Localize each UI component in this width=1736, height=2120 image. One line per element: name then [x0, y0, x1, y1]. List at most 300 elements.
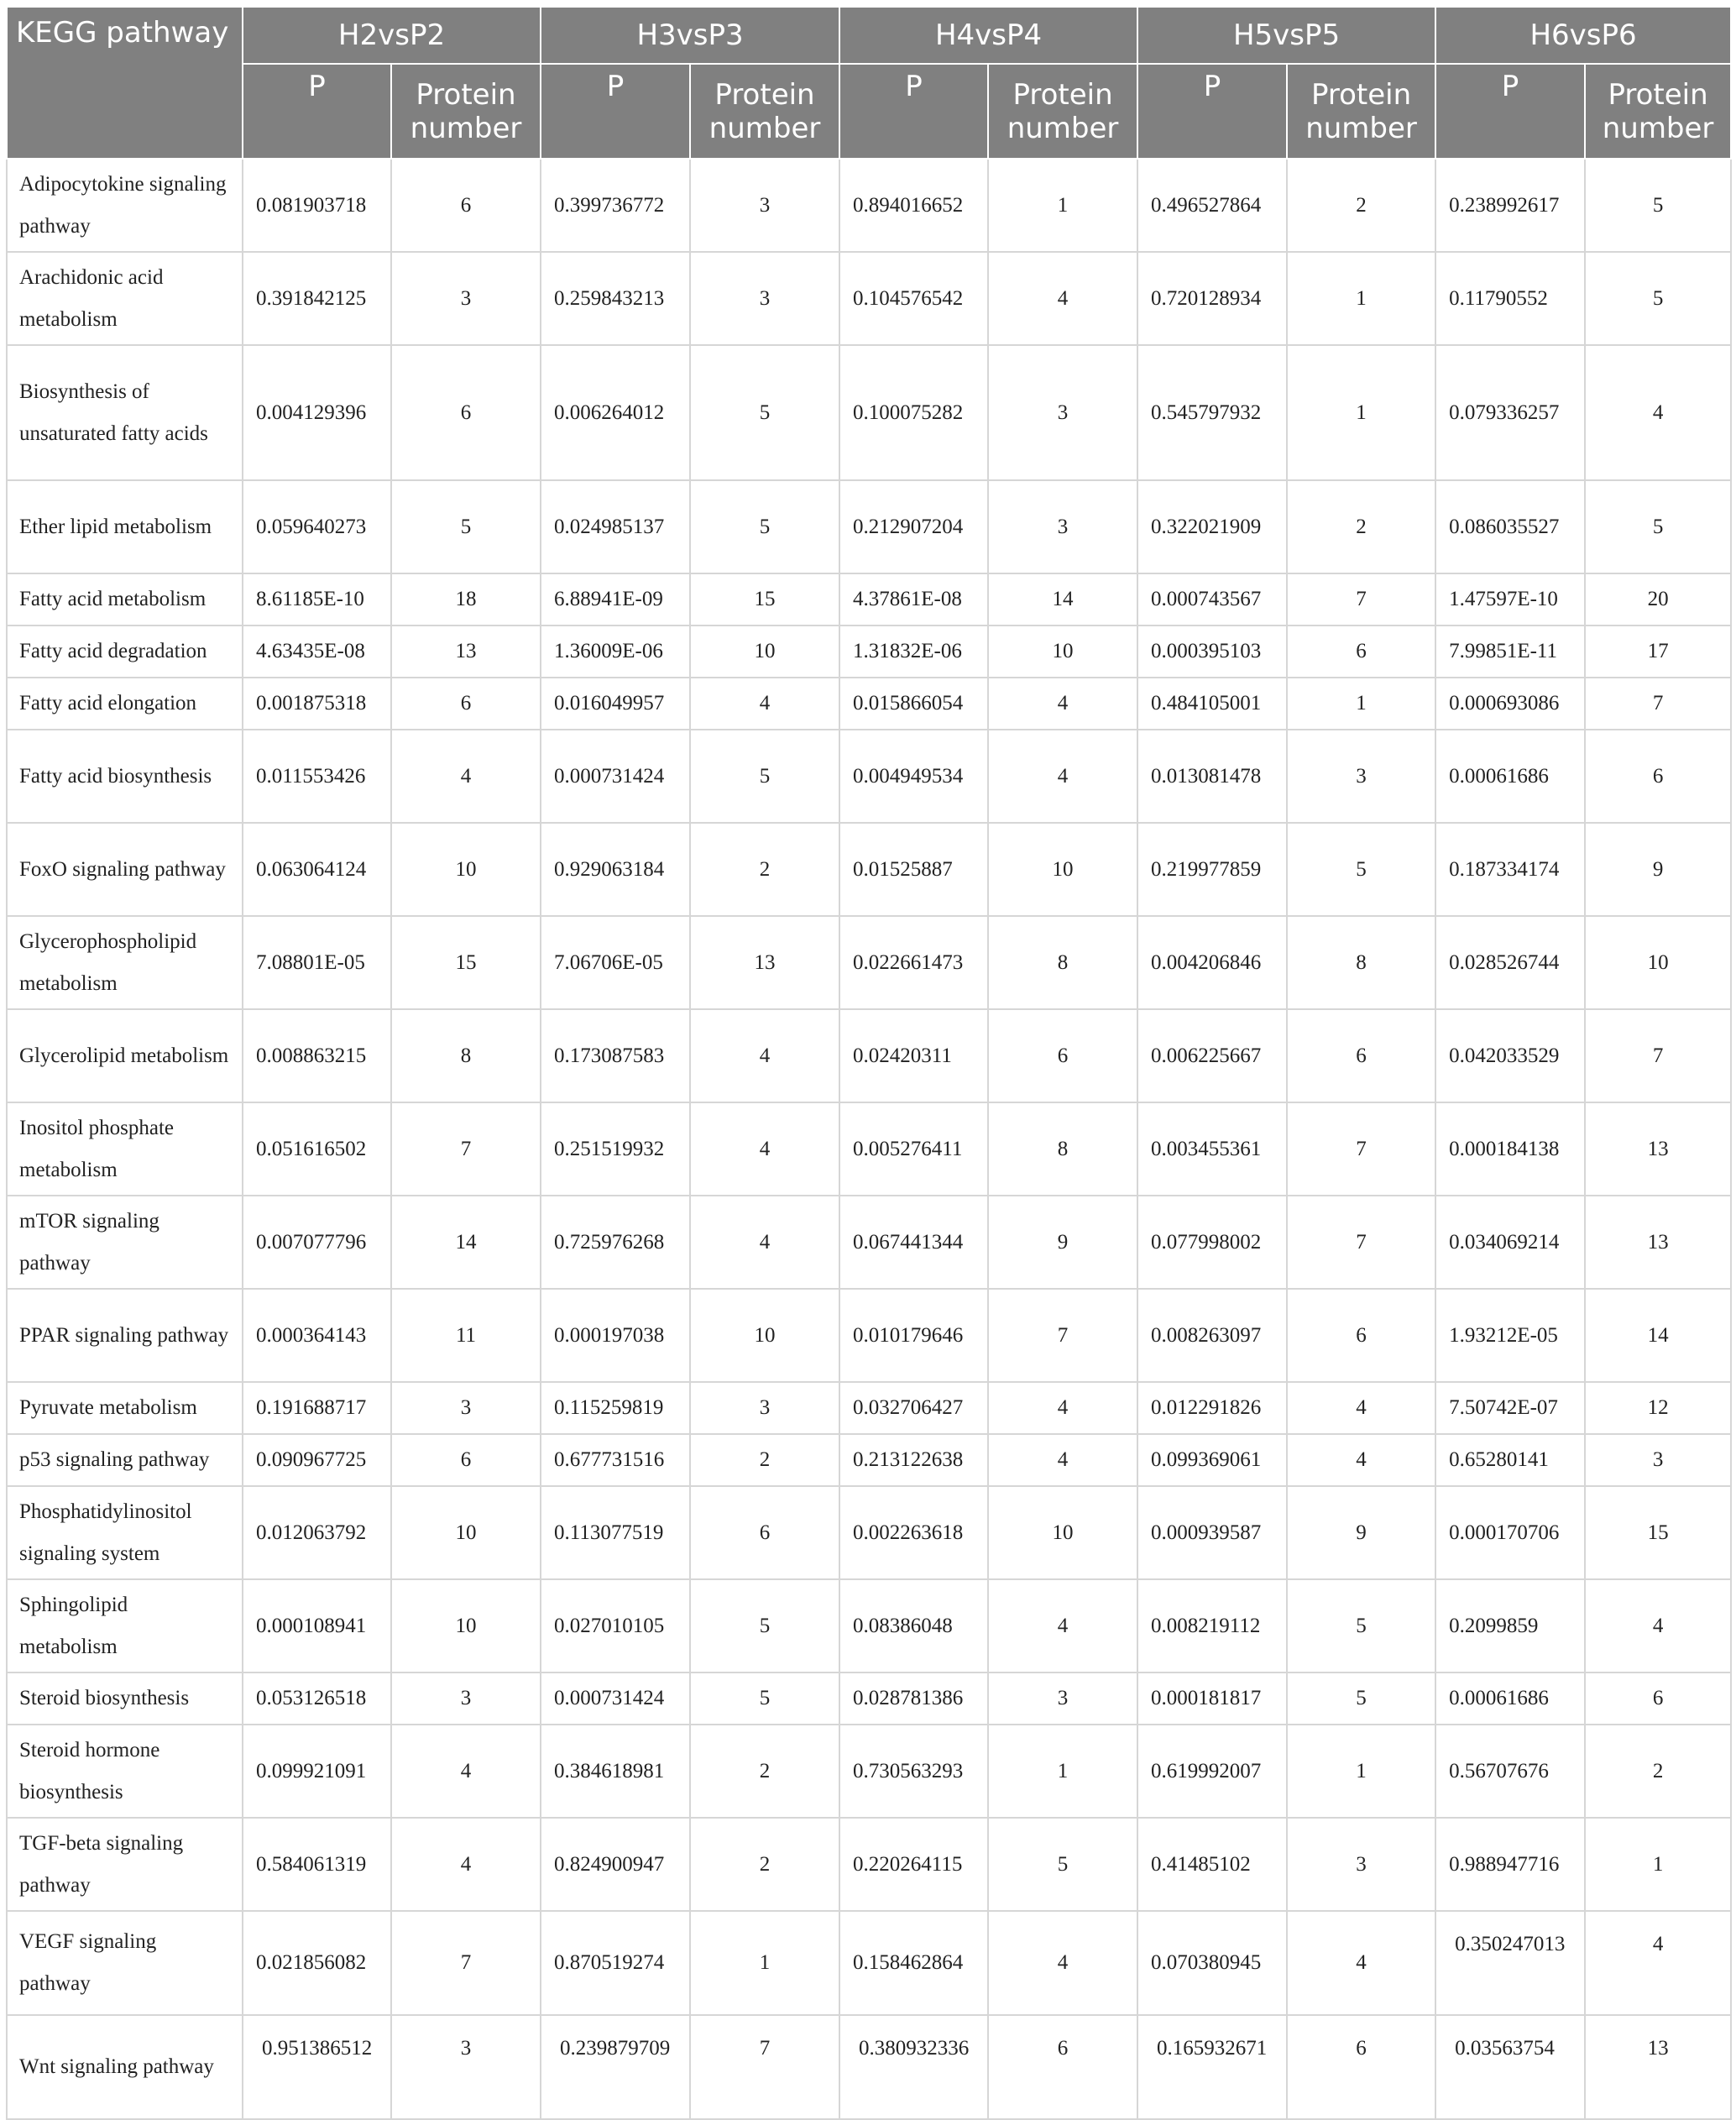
p-value-cell: 0.000939587	[1137, 1486, 1287, 1579]
table-row	[7, 1289, 1731, 1382]
protein-number-cell: 5	[690, 730, 839, 823]
p-value-cell: 0.02420311	[839, 1009, 988, 1102]
p-value-cell: 0.619992007	[1137, 1725, 1287, 1818]
protein-number-cell: 10	[1585, 916, 1731, 1009]
protein-number-cell: 14	[1585, 1289, 1731, 1382]
table-row	[7, 730, 1731, 823]
p-value-cell: 0.238992617	[1435, 159, 1585, 252]
p-value-cell: 0.11790552	[1435, 252, 1585, 345]
p-value-cell: 0.015866054	[839, 678, 988, 730]
p-value-cell: 0.545797932	[1137, 345, 1287, 480]
protein-number-cell: 14	[988, 573, 1137, 626]
p-value-cell: 0.004949534	[839, 730, 988, 823]
protein-number-header-line1: Protein	[416, 77, 516, 112]
protein-number-cell: 4	[988, 1579, 1137, 1672]
protein-number-cell: 4	[988, 252, 1137, 345]
p-value-cell: 0.720128934	[1137, 252, 1287, 345]
protein-number-cell: 7	[988, 1289, 1137, 1382]
pathway-name-cell: Glycerophospholipid metabolism	[7, 916, 243, 1009]
protein-number-cell: 3	[690, 1382, 839, 1434]
p-value-cell: 0.000170706	[1435, 1486, 1585, 1579]
p-value-cell: 0.008263097	[1137, 1289, 1287, 1382]
pathway-name-cell: Adipocytokine signaling pathway	[7, 159, 243, 252]
p-value-cell: 0.173087583	[541, 1009, 690, 1102]
protein-number-header-line2: number	[709, 111, 821, 145]
pathway-name-cell: Fatty acid elongation	[7, 678, 243, 730]
protein-number-cell: 3	[391, 1672, 541, 1725]
p-value-cell: 0.028781386	[839, 1672, 988, 1725]
protein-number-cell: 2	[1287, 480, 1435, 573]
p-value-cell: 7.06706E-05	[541, 916, 690, 1009]
protein-number-cell: 4	[1287, 1382, 1435, 1434]
protein-number-cell: 5	[1287, 1672, 1435, 1725]
protein-number-cell: 4	[1585, 1911, 1731, 2015]
p-value-cell: 0.006225667	[1137, 1009, 1287, 1102]
protein-number-cell: 8	[988, 916, 1137, 1009]
table-row	[7, 1382, 1731, 1434]
protein-number-header-line1: Protein	[1310, 77, 1412, 112]
protein-number-cell: 4	[988, 1382, 1137, 1434]
protein-number-cell: 5	[690, 1672, 839, 1725]
protein-number-cell: 10	[988, 823, 1137, 916]
protein-number-cell: 4	[690, 678, 839, 730]
p-value-cell: 0.894016652	[839, 159, 988, 252]
p-value-cell: 0.000197038	[541, 1289, 690, 1382]
p-value-cell: 0.165932671	[1137, 2015, 1287, 2119]
pathway-name-cell: Glycerolipid metabolism	[7, 1009, 243, 1102]
p-value-cell: 0.099369061	[1137, 1434, 1287, 1486]
protein-number-cell: 6	[391, 159, 541, 252]
table-row	[7, 626, 1731, 678]
protein-number-cell: 15	[391, 916, 541, 1009]
protein-number-cell: 10	[988, 626, 1137, 678]
p-value-header: P	[243, 64, 391, 159]
protein-number-cell: 13	[690, 916, 839, 1009]
table-row	[7, 1102, 1731, 1196]
p-value-cell: 0.022661473	[839, 916, 988, 1009]
protein-number-header	[690, 64, 839, 159]
p-value-cell: 0.024985137	[541, 480, 690, 573]
protein-number-cell: 3	[988, 480, 1137, 573]
table-row	[7, 1672, 1731, 1725]
protein-number-cell: 5	[690, 480, 839, 573]
pathway-column-header: KEGG pathway	[7, 7, 243, 159]
p-value-cell: 0.067441344	[839, 1196, 988, 1289]
protein-number-cell: 8	[988, 1102, 1137, 1196]
protein-number-cell: 4	[1585, 345, 1731, 480]
p-value-cell: 0.013081478	[1137, 730, 1287, 823]
p-value-cell: 0.003455361	[1137, 1102, 1287, 1196]
p-value-cell: 1.47597E-10	[1435, 573, 1585, 626]
table-row	[7, 823, 1731, 916]
p-value-header: P	[839, 64, 988, 159]
protein-number-cell: 17	[1585, 626, 1731, 678]
p-value-cell: 0.00061686	[1435, 730, 1585, 823]
p-value-cell: 0.000731424	[541, 730, 690, 823]
p-value-cell: 0.077998002	[1137, 1196, 1287, 1289]
protein-number-cell: 8	[391, 1009, 541, 1102]
protein-number-cell: 4	[988, 730, 1137, 823]
protein-number-cell: 1	[1287, 345, 1435, 480]
p-value-cell: 0.000693086	[1435, 678, 1585, 730]
p-value-cell: 0.032706427	[839, 1382, 988, 1434]
comparison-header-h5: H5vsP5	[1137, 7, 1435, 64]
protein-number-cell: 7	[1287, 573, 1435, 626]
p-value-cell: 0.012291826	[1137, 1382, 1287, 1434]
protein-number-cell: 5	[988, 1818, 1137, 1911]
p-value-cell: 0.010179646	[839, 1289, 988, 1382]
protein-number-cell: 6	[1585, 1672, 1731, 1725]
p-value-cell: 0.929063184	[541, 823, 690, 916]
p-value-cell: 0.104576542	[839, 252, 988, 345]
pathway-name-cell: Sphingolipid metabolism	[7, 1579, 243, 1672]
protein-number-cell: 5	[1585, 480, 1731, 573]
p-value-cell: 0.000184138	[1435, 1102, 1585, 1196]
p-value-cell: 0.350247013	[1435, 1911, 1585, 2015]
protein-number-cell: 15	[690, 573, 839, 626]
protein-number-cell: 3	[391, 1382, 541, 1434]
pathway-name-cell: Steroid biosynthesis	[7, 1672, 243, 1725]
protein-number-cell: 15	[1585, 1486, 1731, 1579]
protein-number-cell: 7	[391, 1102, 541, 1196]
p-value-cell: 0.070380945	[1137, 1911, 1287, 2015]
protein-number-cell: 20	[1585, 573, 1731, 626]
p-value-cell: 0.113077519	[541, 1486, 690, 1579]
p-value-cell: 0.115259819	[541, 1382, 690, 1434]
protein-number-cell: 4	[1585, 1579, 1731, 1672]
protein-number-cell: 14	[391, 1196, 541, 1289]
protein-number-cell: 4	[391, 1725, 541, 1818]
p-value-cell: 0.251519932	[541, 1102, 690, 1196]
protein-number-cell: 13	[1585, 1196, 1731, 1289]
pathway-name-cell: Fatty acid degradation	[7, 626, 243, 678]
protein-number-cell: 2	[690, 1725, 839, 1818]
p-value-cell: 0.220264115	[839, 1818, 988, 1911]
p-value-cell: 0.008863215	[243, 1009, 391, 1102]
table-row	[7, 1579, 1731, 1672]
p-value-cell: 7.99851E-11	[1435, 626, 1585, 678]
protein-number-cell: 3	[1287, 1818, 1435, 1911]
p-value-cell: 0.158462864	[839, 1911, 988, 2015]
protein-number-cell: 2	[690, 823, 839, 916]
protein-number-cell: 9	[1585, 823, 1731, 916]
protein-number-cell: 6	[391, 345, 541, 480]
p-value-cell: 0.002263618	[839, 1486, 988, 1579]
comparison-header-h3: H3vsP3	[541, 7, 839, 64]
protein-number-cell: 4	[988, 678, 1137, 730]
protein-number-cell: 5	[391, 480, 541, 573]
table-row	[7, 1911, 1731, 2015]
p-value-cell: 0.100075282	[839, 345, 988, 480]
p-value-cell: 8.61185E-10	[243, 573, 391, 626]
p-value-cell: 0.399736772	[541, 159, 690, 252]
pathway-name-cell: Wnt signaling pathway	[7, 2015, 243, 2119]
protein-number-header-line1: Protein	[1608, 77, 1708, 112]
p-value-cell: 0.988947716	[1435, 1818, 1585, 1911]
pathway-name-cell: Fatty acid biosynthesis	[7, 730, 243, 823]
p-value-header: P	[1137, 64, 1287, 159]
protein-number-cell: 3	[988, 345, 1137, 480]
protein-number-cell: 10	[690, 626, 839, 678]
p-value-cell: 0.081903718	[243, 159, 391, 252]
p-value-cell: 0.824900947	[541, 1818, 690, 1911]
protein-number-header	[1585, 64, 1731, 159]
protein-number-cell: 18	[391, 573, 541, 626]
protein-number-cell: 7	[391, 1911, 541, 2015]
p-value-cell: 0.496527864	[1137, 159, 1287, 252]
pathway-name-cell: Biosynthesis of unsaturated fatty acids	[7, 345, 243, 480]
p-value-cell: 0.380932336	[839, 2015, 988, 2119]
table-body	[7, 159, 1731, 2119]
protein-number-cell: 6	[1287, 1009, 1435, 1102]
p-value-cell: 1.36009E-06	[541, 626, 690, 678]
p-value-cell: 1.31832E-06	[839, 626, 988, 678]
p-value-cell: 1.93212E-05	[1435, 1289, 1585, 1382]
table-row	[7, 1196, 1731, 1289]
p-value-cell: 0.677731516	[541, 1434, 690, 1486]
p-value-cell: 0.191688717	[243, 1382, 391, 1434]
p-value-cell: 7.08801E-05	[243, 916, 391, 1009]
p-value-cell: 0.2099859	[1435, 1579, 1585, 1672]
p-value-cell: 0.00061686	[1435, 1672, 1585, 1725]
p-value-cell: 0.384618981	[541, 1725, 690, 1818]
p-value-cell: 0.021856082	[243, 1911, 391, 2015]
p-value-cell: 0.870519274	[541, 1911, 690, 2015]
protein-number-cell: 7	[1585, 678, 1731, 730]
comparison-header-h6: H6vsP6	[1435, 7, 1731, 64]
pathway-name-cell: TGF-beta signaling pathway	[7, 1818, 243, 1911]
pathway-name-cell: Fatty acid metabolism	[7, 573, 243, 626]
protein-number-cell: 6	[1585, 730, 1731, 823]
comparison-header-h4: H4vsP4	[839, 7, 1137, 64]
p-value-cell: 0.41485102	[1137, 1818, 1287, 1911]
p-value-cell: 0.004129396	[243, 345, 391, 480]
protein-number-cell: 3	[391, 2015, 541, 2119]
table-row	[7, 2015, 1731, 2119]
kegg-table-container	[6, 6, 1730, 2120]
protein-number-cell: 10	[391, 823, 541, 916]
protein-number-cell: 2	[690, 1434, 839, 1486]
protein-number-cell: 5	[690, 1579, 839, 1672]
p-value-cell: 0.65280141	[1435, 1434, 1585, 1486]
p-value-cell: 0.725976268	[541, 1196, 690, 1289]
protein-number-cell: 4	[988, 1911, 1137, 2015]
p-value-cell: 0.028526744	[1435, 916, 1585, 1009]
protein-number-cell: 7	[1287, 1102, 1435, 1196]
table-header	[7, 7, 1731, 159]
protein-number-cell: 4	[690, 1009, 839, 1102]
protein-number-header-line2: number	[1007, 111, 1119, 145]
table-row	[7, 916, 1731, 1009]
protein-number-cell: 5	[1287, 823, 1435, 916]
protein-number-header-line1: Protein	[714, 77, 815, 112]
protein-number-cell: 6	[1287, 626, 1435, 678]
p-value-cell: 0.259843213	[541, 252, 690, 345]
protein-number-cell: 3	[690, 252, 839, 345]
p-value-cell: 0.034069214	[1435, 1196, 1585, 1289]
p-value-cell: 0.007077796	[243, 1196, 391, 1289]
protein-number-cell: 1	[1287, 252, 1435, 345]
protein-number-header	[1287, 64, 1435, 159]
pathway-name-cell: p53 signaling pathway	[7, 1434, 243, 1486]
protein-number-cell: 13	[391, 626, 541, 678]
pathway-name-cell: Steroid hormone biosynthesis	[7, 1725, 243, 1818]
p-value-header: P	[541, 64, 690, 159]
protein-number-cell: 3	[1585, 1434, 1731, 1486]
p-value-cell: 0.000395103	[1137, 626, 1287, 678]
table-row	[7, 252, 1731, 345]
p-value-cell: 0.079336257	[1435, 345, 1585, 480]
protein-number-cell: 1	[690, 1911, 839, 2015]
pathway-name-cell: Inositol phosphate metabolism	[7, 1102, 243, 1196]
protein-number-cell: 1	[1287, 678, 1435, 730]
protein-number-cell: 4	[391, 1818, 541, 1911]
protein-number-cell: 13	[1585, 2015, 1731, 2119]
protein-number-cell: 9	[988, 1196, 1137, 1289]
p-value-cell: 0.000108941	[243, 1579, 391, 1672]
p-value-cell: 0.051616502	[243, 1102, 391, 1196]
p-value-cell: 0.730563293	[839, 1725, 988, 1818]
p-value-cell: 0.000743567	[1137, 573, 1287, 626]
protein-number-cell: 12	[1585, 1382, 1731, 1434]
protein-number-cell: 6	[988, 1009, 1137, 1102]
p-value-cell: 0.08386048	[839, 1579, 988, 1672]
p-value-cell: 0.011553426	[243, 730, 391, 823]
table-row	[7, 345, 1731, 480]
protein-number-cell: 2	[690, 1818, 839, 1911]
p-value-cell: 0.239879709	[541, 2015, 690, 2119]
protein-number-cell: 3	[391, 252, 541, 345]
table-row	[7, 480, 1731, 573]
protein-number-header-line2: number	[1602, 111, 1714, 145]
protein-number-cell: 3	[690, 159, 839, 252]
protein-number-cell: 3	[988, 1672, 1137, 1725]
protein-number-cell: 5	[1585, 252, 1731, 345]
protein-number-cell: 5	[690, 345, 839, 480]
table-row	[7, 1486, 1731, 1579]
protein-number-cell: 2	[1287, 159, 1435, 252]
p-value-cell: 0.090967725	[243, 1434, 391, 1486]
protein-number-cell: 6	[1287, 1289, 1435, 1382]
p-value-cell: 0.484105001	[1137, 678, 1287, 730]
protein-number-cell: 4	[988, 1434, 1137, 1486]
protein-number-cell: 4	[690, 1102, 839, 1196]
pathway-name-cell: Phosphatidylinositol signaling system	[7, 1486, 243, 1579]
protein-number-cell: 10	[391, 1579, 541, 1672]
protein-number-cell: 7	[1585, 1009, 1731, 1102]
p-value-cell: 0.001875318	[243, 678, 391, 730]
p-value-cell: 4.37861E-08	[839, 573, 988, 626]
p-value-cell: 0.053126518	[243, 1672, 391, 1725]
protein-number-cell: 1	[988, 1725, 1137, 1818]
protein-number-cell: 10	[391, 1486, 541, 1579]
kegg-pathway-table	[6, 6, 1732, 2120]
table-row	[7, 1725, 1731, 1818]
p-value-cell: 0.086035527	[1435, 480, 1585, 573]
table-row	[7, 1009, 1731, 1102]
pathway-name-cell: Ether lipid metabolism	[7, 480, 243, 573]
p-value-cell: 0.212907204	[839, 480, 988, 573]
protein-number-header-line2: number	[410, 111, 522, 145]
protein-number-cell: 6	[690, 1486, 839, 1579]
p-value-cell: 0.03563754	[1435, 2015, 1585, 2119]
p-value-cell: 0.027010105	[541, 1579, 690, 1672]
protein-number-cell: 10	[988, 1486, 1137, 1579]
p-value-cell: 0.01525887	[839, 823, 988, 916]
pathway-name-cell: VEGF signaling pathway	[7, 1911, 243, 2015]
protein-number-cell: 7	[690, 2015, 839, 2119]
p-value-cell: 7.50742E-07	[1435, 1382, 1585, 1434]
pathway-name-cell: mTOR signaling pathway	[7, 1196, 243, 1289]
protein-number-header-line1: Protein	[1012, 77, 1113, 112]
protein-number-cell: 7	[1287, 1196, 1435, 1289]
protein-number-cell: 4	[391, 730, 541, 823]
p-value-cell: 0.951386512	[243, 2015, 391, 2119]
protein-number-cell: 11	[391, 1289, 541, 1382]
comparison-header-h2: H2vsP2	[243, 7, 541, 64]
protein-number-cell: 13	[1585, 1102, 1731, 1196]
p-value-cell: 0.584061319	[243, 1818, 391, 1911]
protein-number-cell: 6	[1287, 2015, 1435, 2119]
p-value-cell: 0.322021909	[1137, 480, 1287, 573]
table-row	[7, 678, 1731, 730]
protein-number-cell: 6	[988, 2015, 1137, 2119]
pathway-name-cell: PPAR signaling pathway	[7, 1289, 243, 1382]
p-value-cell: 0.000731424	[541, 1672, 690, 1725]
table-row	[7, 1818, 1731, 1911]
p-value-cell: 0.000181817	[1137, 1672, 1287, 1725]
protein-number-cell: 1	[988, 159, 1137, 252]
p-value-cell: 0.012063792	[243, 1486, 391, 1579]
table-row	[7, 159, 1731, 252]
table-row	[7, 1434, 1731, 1486]
pathway-name-cell: FoxO signaling pathway	[7, 823, 243, 916]
protein-number-cell: 6	[391, 678, 541, 730]
protein-number-header	[988, 64, 1137, 159]
p-value-cell: 0.004206846	[1137, 916, 1287, 1009]
protein-number-header	[391, 64, 541, 159]
table-row	[7, 573, 1731, 626]
p-value-cell: 0.016049957	[541, 678, 690, 730]
protein-number-cell: 4	[690, 1196, 839, 1289]
p-value-header: P	[1435, 64, 1585, 159]
p-value-cell: 4.63435E-08	[243, 626, 391, 678]
p-value-cell: 0.008219112	[1137, 1579, 1287, 1672]
protein-number-cell: 4	[1287, 1911, 1435, 2015]
p-value-cell: 0.099921091	[243, 1725, 391, 1818]
protein-number-cell: 8	[1287, 916, 1435, 1009]
p-value-cell: 0.059640273	[243, 480, 391, 573]
p-value-cell: 0.000364143	[243, 1289, 391, 1382]
protein-number-cell: 9	[1287, 1486, 1435, 1579]
protein-number-cell: 6	[391, 1434, 541, 1486]
pathway-name-cell: Pyruvate metabolism	[7, 1382, 243, 1434]
protein-number-header-line2: number	[1305, 111, 1417, 145]
p-value-cell: 0.391842125	[243, 252, 391, 345]
p-value-cell: 0.005276411	[839, 1102, 988, 1196]
protein-number-cell: 2	[1585, 1725, 1731, 1818]
protein-number-cell: 10	[690, 1289, 839, 1382]
p-value-cell: 0.56707676	[1435, 1725, 1585, 1818]
p-value-cell: 0.213122638	[839, 1434, 988, 1486]
p-value-cell: 0.187334174	[1435, 823, 1585, 916]
protein-number-cell: 3	[1287, 730, 1435, 823]
p-value-cell: 0.063064124	[243, 823, 391, 916]
p-value-cell: 6.88941E-09	[541, 573, 690, 626]
p-value-cell: 0.219977859	[1137, 823, 1287, 916]
protein-number-cell: 1	[1585, 1818, 1731, 1911]
protein-number-cell: 5	[1287, 1579, 1435, 1672]
